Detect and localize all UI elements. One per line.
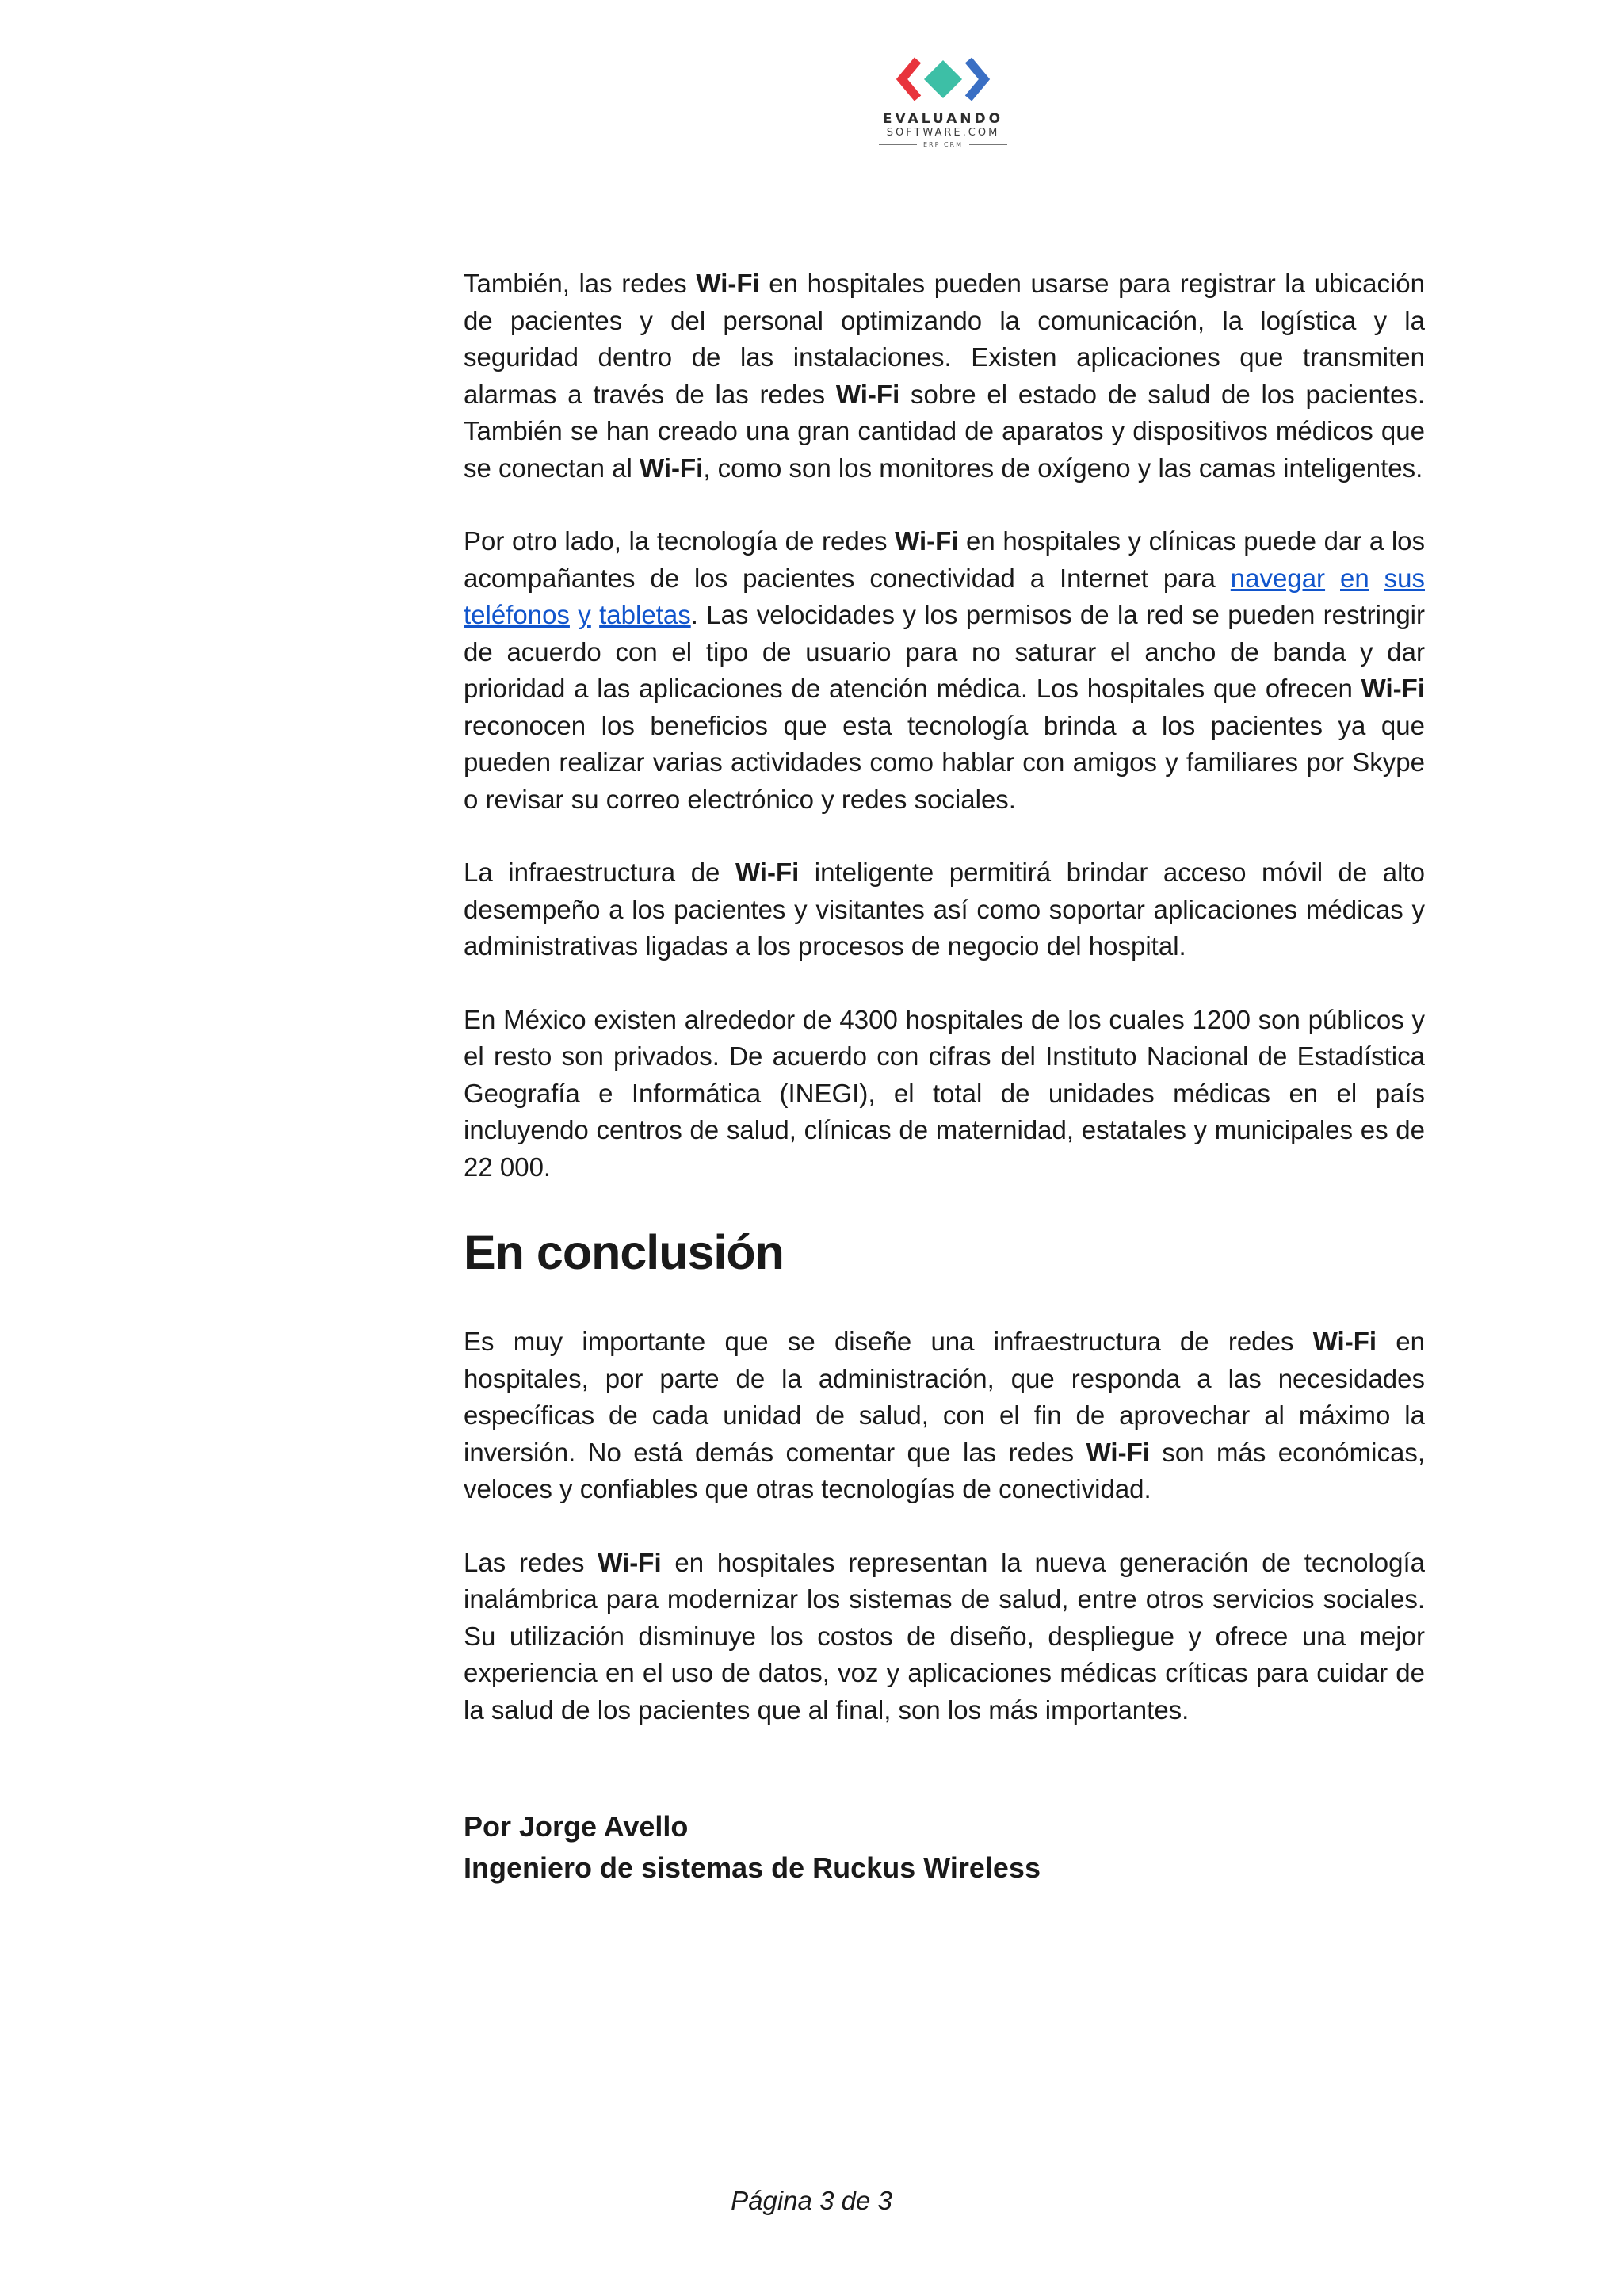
bold-term: Wi-Fi: [1312, 1327, 1377, 1356]
bold-term: Wi-Fi: [696, 269, 760, 298]
signature-block: [464, 1806, 1425, 1889]
bold-term: Wi-Fi: [639, 453, 704, 483]
text-run: También, las redes: [464, 269, 697, 298]
text-run: en hospitales pueden usarse para registrar la ubicación de pacientes y del personal optimizando la comunicación, la logística y la seguridad dentro de las instalaciones. Existen aplicaciones que transmiten alarmas a través de las redes: [464, 269, 1425, 409]
inline-link[interactable]: en: [1340, 563, 1369, 593]
inline-link[interactable]: teléfonos: [464, 600, 570, 629]
text-run: [570, 600, 578, 629]
text-run: son más económicas, veloces y confiables que otras tecnologías de conectividad.: [464, 1437, 1425, 1503]
page-number: Página 3 de 3: [731, 2186, 892, 2215]
paragraph-4: [464, 1002, 1425, 1186]
bold-term: Wi-Fi: [1086, 1437, 1150, 1467]
logo-mark-icon: [894, 54, 992, 105]
paragraph-2: [464, 523, 1425, 818]
text-run: inteligente permitirá brindar acceso móvil de alto desempeño a los pacientes y visitantes así como soportar aplicaciones médicas y administrativas ligadas a los procesos de negocio del hospital.: [464, 858, 1426, 961]
text-run: en hospitales representan la nueva generación de tecnología inalámbrica para modernizar los sistemas de salud, entre otros servicios sociales. Su utilización disminuye los costos de diseño, despliegue y ofrece una mejor experiencia en el uso de datos, voz y aplicaciones médicas críticas para cuidar de la salud de los pacientes que al final, son los más importantes.: [464, 1547, 1425, 1725]
paragraph-1: [464, 266, 1425, 487]
text-run: en hospitales y clínicas puede dar a los acompañantes de los pacientes conectividad a Internet para: [464, 526, 1426, 593]
inline-link[interactable]: navegar: [1230, 563, 1326, 593]
logo-tagline: [868, 141, 1018, 148]
paragraph-3: [464, 854, 1425, 965]
document-body: [464, 266, 1425, 1889]
text-run: La infraestructura de: [464, 858, 735, 887]
bold-term: Wi-Fi: [1361, 674, 1425, 703]
text-run: [1369, 563, 1384, 593]
text-run: reconocen los beneficios que esta tecnología brinda a los pacientes ya que pueden realizar varias actividades como hablar con amigos y familiares por Skype o revisar su correo electrónico y redes sociales.: [464, 710, 1425, 814]
tagline-rule-right: [969, 144, 1007, 145]
inline-link[interactable]: tabletas: [599, 600, 691, 629]
bold-term: Wi-Fi: [735, 858, 800, 887]
logo-tagline-text: ERP CRM: [922, 141, 964, 148]
author-name: Por Jorge Avello: [464, 1810, 689, 1843]
text-run: sobre el estado de salud de los pacientes. También se han creado una gran cantidad de aparatos y dispositivos médicos que se conectan al: [464, 379, 1425, 483]
text-run: . Las velocidades y los permisos de la red se pueden restringir de acuerdo con el tipo de usuario para no saturar el ancho de banda y dar prioridad a las aplicaciones de atención médica. Los hospitales que ofrecen: [464, 600, 1426, 703]
author-role: Ingeniero de sistemas de Ruckus Wireless: [464, 1851, 1041, 1884]
text-run: [1325, 563, 1340, 593]
conclusion-paragraph-2: [464, 1545, 1425, 1729]
logo-text-primary: EVALUANDO: [882, 111, 1004, 127]
tagline-rule-left: [879, 144, 917, 145]
text-run: Es muy importante que se diseñe una infraestructura de redes: [464, 1327, 1313, 1356]
text-run: Por otro lado, la tecnología de redes: [464, 526, 896, 556]
inline-link[interactable]: y: [578, 600, 591, 629]
text-run: , como son los monitores de oxígeno y las camas inteligentes.: [703, 453, 1423, 483]
logo-text-secondary: SOFTWARE.COM: [886, 127, 1000, 139]
bold-term: Wi-Fi: [598, 1547, 662, 1577]
bold-term: Wi-Fi: [835, 379, 900, 409]
section-heading: En conclusión: [464, 1225, 784, 1279]
text-run: Las redes: [464, 1547, 598, 1577]
conclusion-paragraph-1: [464, 1324, 1425, 1508]
text-run: En México existen alrededor de 4300 hospitales de los cuales 1200 son públicos y el resto son privados. De acuerdo con cifras del Instituto Nacional de Estadística Geografía e Informática (INEGI), el total de unidades médicas en el país incluyendo centros de salud, clínicas de maternidad, estatales y municipales es de 22 000.: [464, 1004, 1425, 1182]
company-logo: [868, 54, 1018, 148]
inline-link[interactable]: sus: [1384, 563, 1426, 593]
bold-term: Wi-Fi: [895, 526, 959, 556]
text-run: en hospitales, por parte de la administración, que responda a las necesidades específicas de cada unidad de salud, con el fin de aprovechar al máximo la inversión. No está demás comentar que las redes: [464, 1327, 1426, 1467]
text-run: [591, 600, 599, 629]
